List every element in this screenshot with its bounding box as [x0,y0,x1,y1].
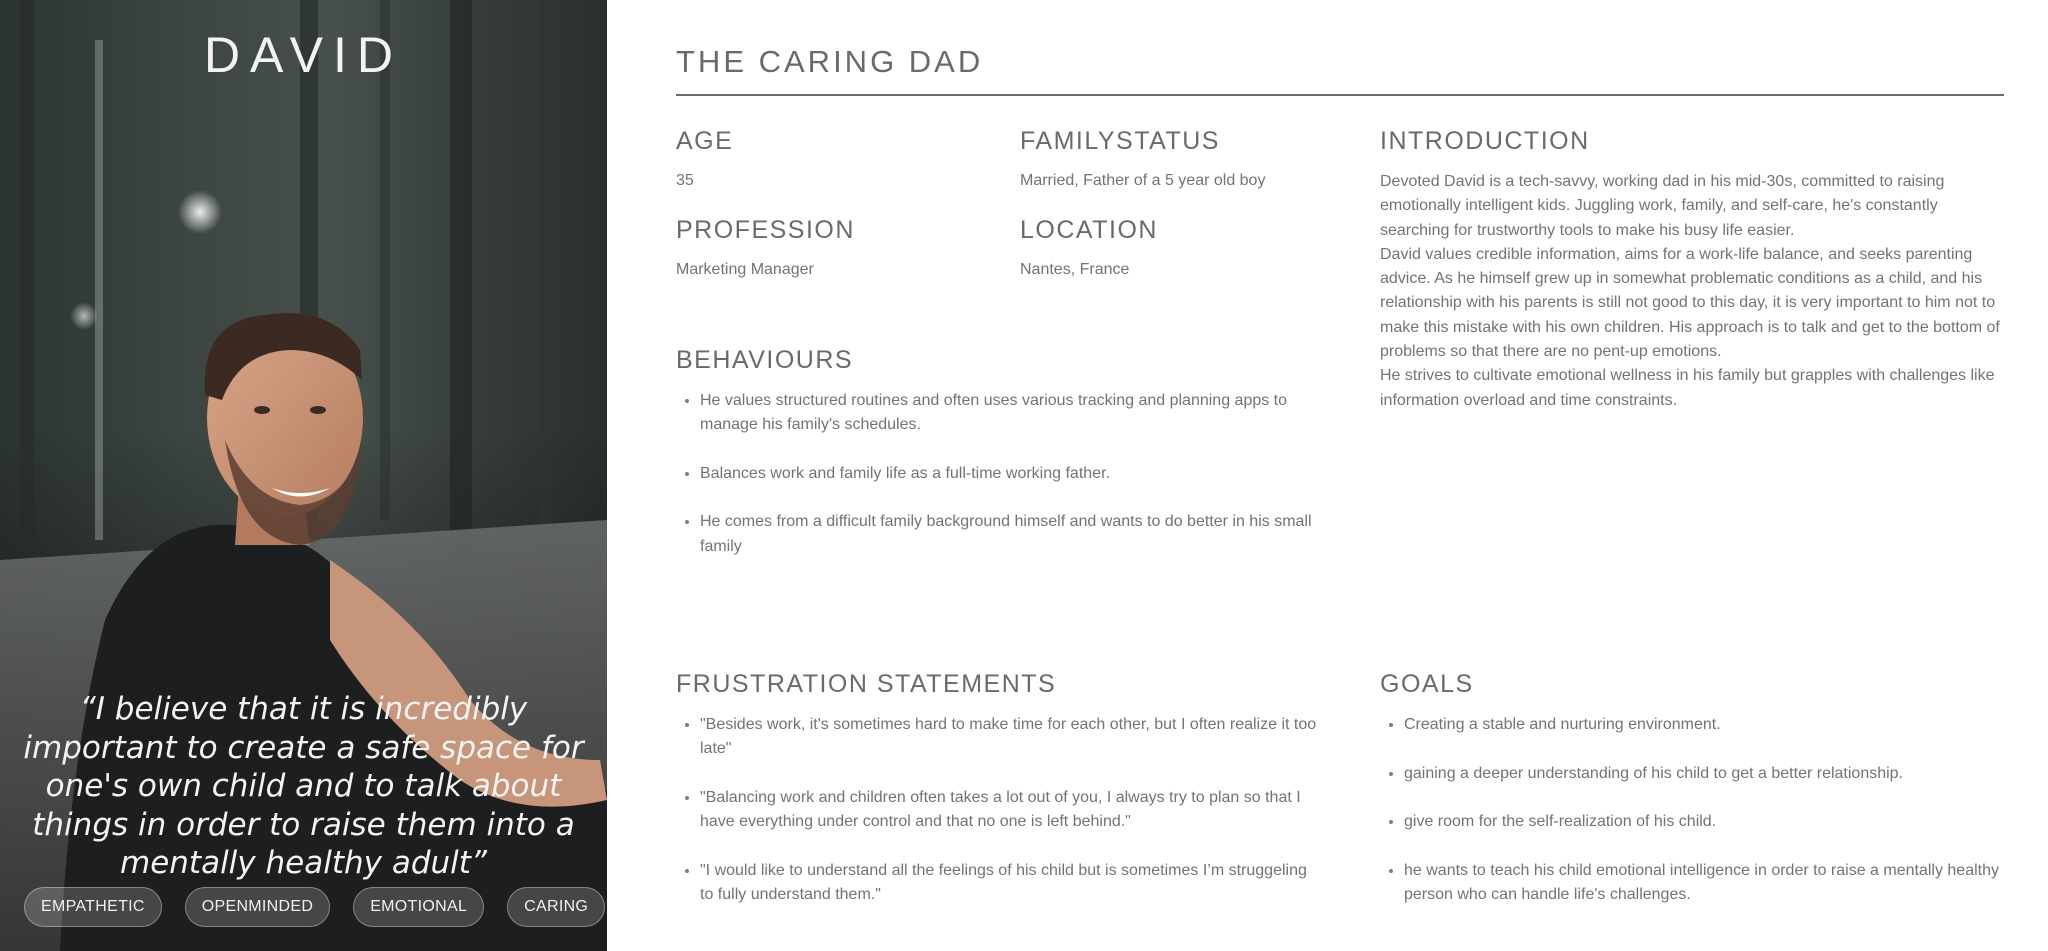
title-divider [676,94,2004,96]
behaviours-title: BEHAVIOURS [676,346,854,374]
persona-quote: “I believe that it is incredibly important to create a safe space for one's own child and to talk about things in order to raise them into a mentally healthy adult” [23,691,584,881]
trait-tag: EMPATHETIC [24,887,162,927]
location-value: Nantes, France [1020,261,1130,278]
familystatus-label: FAMILYSTATUS [1020,127,1220,155]
familystatus-value: Married, Father of a 5 year old boy [1020,172,1266,189]
trait-tag: OPENMINDED [185,887,330,927]
frustrations-list [676,713,1320,932]
list-item: • give room for the self-realization of his child. [1404,810,2004,834]
trait-tag: EMOTIONAL [353,887,484,927]
persona-details [676,0,2004,951]
profession-value: Marketing Manager [676,261,814,278]
trait-tags [24,887,605,927]
frustrations-title: FRUSTRATION STATEMENTS [676,670,1057,698]
page-title: THE CARING DAD [676,44,984,79]
goals-title: GOALS [1380,670,1474,698]
behaviours-list [676,389,1320,583]
trait-tag: CARING [507,887,605,927]
list-item: • He values structured routines and often uses various tracking and planning apps to manage his family's schedules. [700,389,1320,438]
profession-label: PROFESSION [676,216,855,244]
list-item: • "Balancing work and children often takes a lot out of you, I always try to plan so that I have everything under control and that no one is left behind." [700,786,1320,835]
list-item: • He comes from a difficult family background himself and wants to do better in his small family [700,510,1320,559]
location-label: LOCATION [1020,216,1158,244]
list-item: • he wants to teach his child emotional intelligence in order to raise a mentally healthy person who can handle life's challenges. [1404,859,2004,908]
age-value: 35 [676,172,694,189]
introduction-paragraph: Devoted David is a tech-savvy, working dad in his mid-30s, committed to raising emotionally intelligent kids. Juggling work, family, and self-care, he's constantly searching for trustworthy tools to make his busy life easier. [1380,173,1945,239]
list-item: • Balances work and family life as a full-time working father. [700,462,1320,486]
age-label: AGE [676,127,734,155]
list-item: • "I would like to understand all the feelings of his child but is sometimes I’m struggeling to fully understand them." [700,859,1320,908]
list-item: • Creating a stable and nurturing environment. [1404,713,2004,737]
introduction-paragraph: David values credible information, aims for a work-life balance, and seeks parenting advice. As he himself grew up in somewhat problematic conditions as a child, and his relationship with his parents is still not good to this day, it is very important to him not to make this mistake with his own children. His approach is to talk and get to the bottom of problems so that there are no pent-up emotions. [1380,245,2000,361]
introduction-title: INTRODUCTION [1380,127,1590,155]
introduction-paragraph: He strives to cultivate emotional wellness in his family but grapples with challenges like information overload and time constraints. [1380,367,1995,409]
persona-name: DAVID [203,27,404,83]
introduction-text [1380,170,2008,413]
list-item: • gaining a deeper understanding of his child to get a better relationship. [1404,762,2004,786]
persona-photo-panel [0,0,607,951]
goals-list [1380,713,2004,932]
list-item: • "Besides work, it's sometimes hard to make time for each other, but I often realize it too late" [700,713,1320,762]
